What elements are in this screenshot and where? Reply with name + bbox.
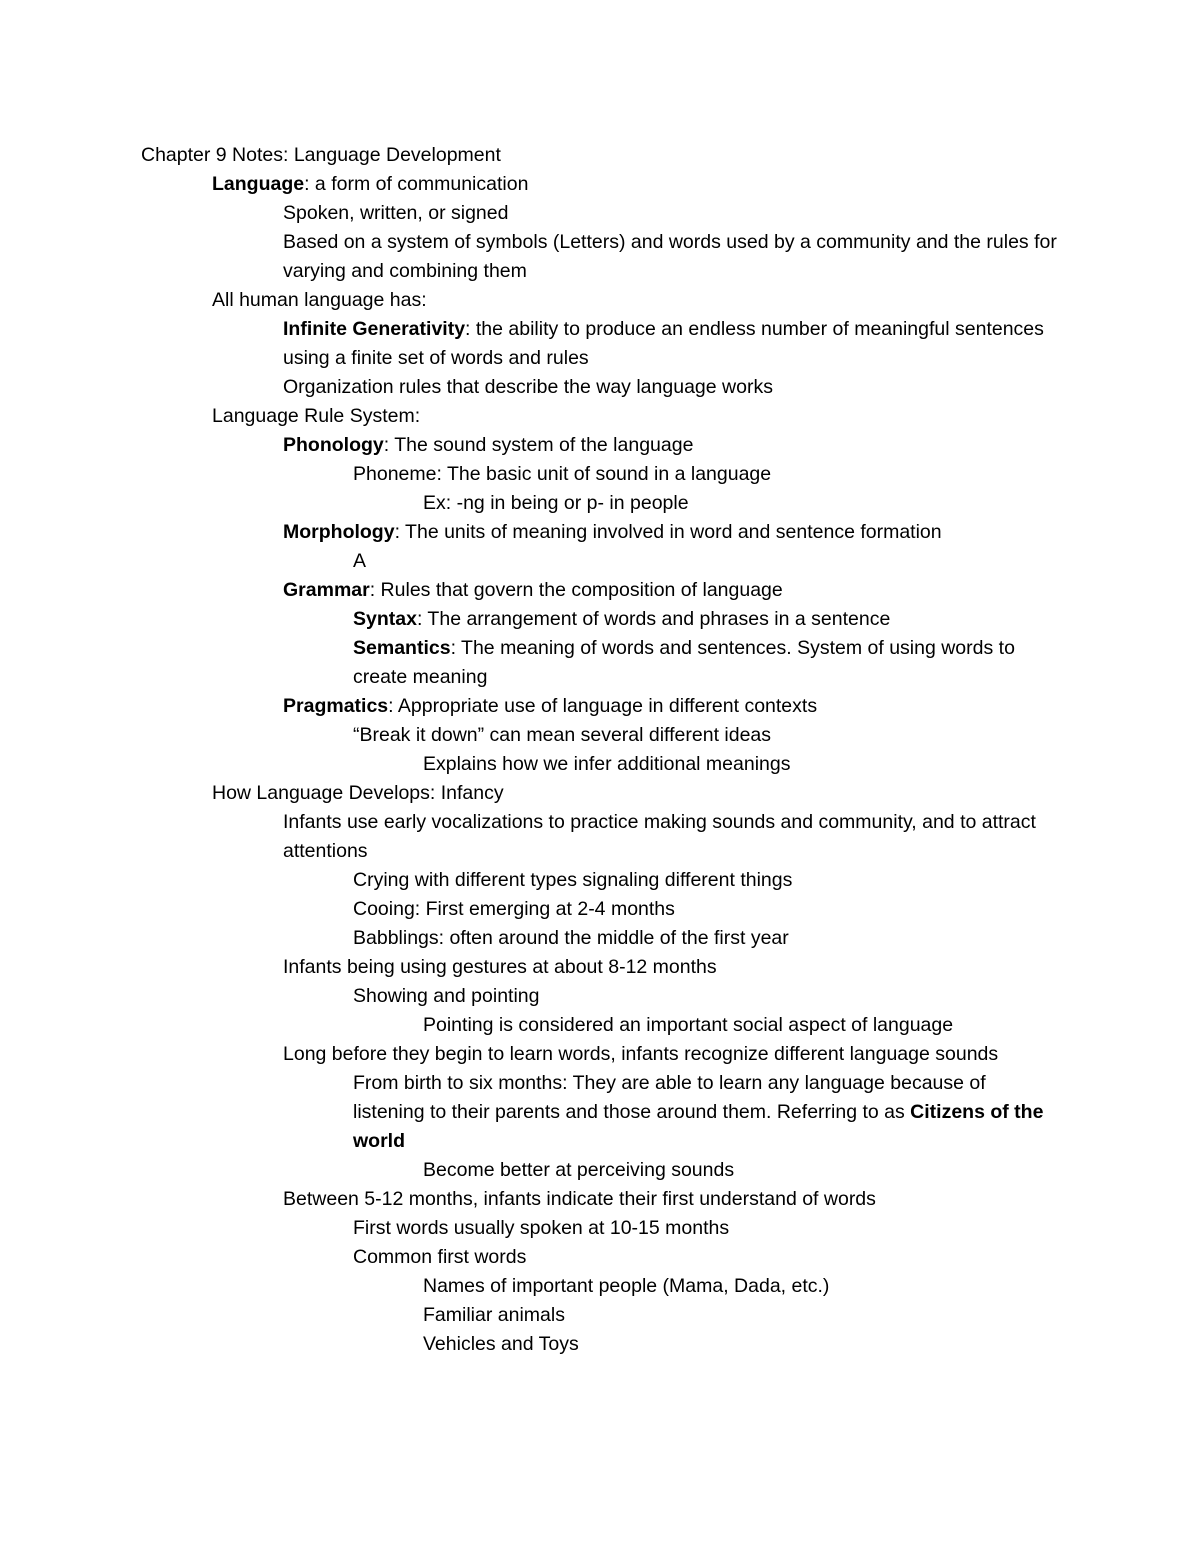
item-body-text: All human language has: [212,289,427,311]
outline-item-level-2 [0,692,1200,721]
item-body-text: Based on a system of symbols (Letters) and words used by a community and the rules for varying and combining them [283,231,1057,282]
outline-item-level-4 [0,750,1200,779]
outline-item-text [283,431,1063,460]
outline-item-level-2 [0,808,1200,866]
item-body-text: : The sound system of the language [383,434,694,456]
outline-item-level-3 [0,866,1200,895]
outline-item-text [353,634,1053,692]
item-body-text: “Break it down” can mean several different ideas [353,724,772,746]
item-body-text: First words usually spoken at 10-15 months [353,1217,730,1239]
outline-item-level-2 [0,518,1200,547]
outline-item-text [353,547,1053,576]
outline-item-text [353,460,1053,489]
outline-item-level-3 [0,634,1200,692]
outline-item-text [212,170,1062,199]
outline-item-text [283,228,1063,286]
item-body-text: Phoneme: The basic unit of sound in a language [353,463,772,485]
outline-item-level-3 [0,895,1200,924]
outline-item-text [353,605,1053,634]
outline-item-text [283,808,1063,866]
item-body-text: : The units of meaning involved in word and sentence formation [394,521,942,543]
item-body-text: Between 5-12 months, infants indicate their first understand of words [283,1188,876,1210]
item-body-text: Organization rules that describe the way language works [283,376,773,398]
item-body-text: Infants use early vocalizations to practice making sounds and community, and to attract attentions [283,811,1036,862]
item-body-text: Spoken, written, or signed [283,202,509,224]
outline-item-text [283,315,1063,373]
item-body-text: Familiar animals [423,1304,565,1326]
item-body-text: From birth to six months: They are able to learn any language because of listening to their parents and those around them. Referring to as [353,1072,986,1123]
outline-item-level-2 [0,1185,1200,1214]
outline-item-level-1 [0,286,1200,315]
item-body-text: Pointing is considered an important social aspect of language [423,1014,954,1036]
outline-item-text [283,1040,1063,1069]
item-body-text: Vehicles and Toys [423,1333,579,1355]
item-body-text: : a form of communication [304,173,529,195]
item-body-text: Cooing: First emerging at 2-4 months [353,898,675,920]
outline-item-level-4 [0,489,1200,518]
outline-item-text [353,721,1053,750]
outline-item-level-2 [0,228,1200,286]
bold-term: Pragmatics [283,695,389,717]
outline-item-level-3 [0,547,1200,576]
item-body-text: : the ability to produce an endless number of meaningful sentences using a finite set of words and rules [283,318,1044,369]
outline-item-level-3 [0,605,1200,634]
item-body-text: Infants being using gestures at about 8-12 months [283,956,717,978]
outline-item-text [353,1243,1053,1272]
outline-item-text [283,953,1063,982]
outline-item-text [353,1214,1053,1243]
item-body-text: A [353,550,367,572]
outline-item-level-1 [0,170,1200,199]
item-body-text: Showing and pointing [353,985,540,1007]
outline-item-level-2 [0,1040,1200,1069]
outline-item-level-2 [0,199,1200,228]
outline-item-text [423,1011,1063,1040]
outline-item-text [423,1272,1063,1301]
item-body-text: Language Rule System: [212,405,421,427]
outline-item-text [353,982,1053,1011]
item-body-text: Explains how we infer additional meanings [423,753,791,775]
outline-item-level-3 [0,1069,1200,1156]
document-title: Chapter 9 Notes: Language Development [141,144,501,166]
outline-item-text [423,1301,1063,1330]
outline-item-level-2 [0,576,1200,605]
outline-item-level-2 [0,373,1200,402]
item-body-text: How Language Develops: Infancy [212,782,504,804]
outline-item-level-2 [0,953,1200,982]
notes-outline [0,170,1200,1359]
item-body-text: Long before they begin to learn words, infants recognize different language sounds [283,1043,999,1065]
outline-item-text [212,779,1062,808]
outline-item-level-3 [0,924,1200,953]
outline-item-text [353,1069,1053,1156]
item-body-text: Names of important people (Mama, Dada, etc.) [423,1275,830,1297]
outline-item-text [353,866,1053,895]
item-body-text: Babblings: often around the middle of the first year [353,927,789,949]
outline-item-level-4 [0,1156,1200,1185]
outline-item-level-4 [0,1272,1200,1301]
outline-item-text [283,692,1063,721]
outline-item-text [353,924,1053,953]
item-body-text: Become better at perceiving sounds [423,1159,735,1181]
outline-item-text [212,402,1062,431]
outline-item-level-3 [0,982,1200,1011]
item-body-text: : The arrangement of words and phrases in a sentence [416,608,891,630]
outline-item-text [283,373,1063,402]
outline-item-level-3 [0,721,1200,750]
item-body-text: : Rules that govern the composition of language [369,579,783,601]
item-body-text: : The meaning of words and sentences. System of using words to create meaning [353,637,1015,688]
outline-item-text [423,750,1063,779]
outline-item-text [283,518,1063,547]
item-body-text: : Appropriate use of language in different contexts [388,695,818,717]
bold-term: Morphology [283,521,395,543]
outline-item-level-3 [0,460,1200,489]
item-body-text: Crying with different types signaling different things [353,869,793,891]
bold-term: Citizens of the world [353,1101,1044,1152]
outline-item-text [283,576,1063,605]
outline-item-level-4 [0,1330,1200,1359]
bold-term: Grammar [283,579,370,601]
outline-item-text [353,895,1053,924]
outline-item-text [212,286,1062,315]
bold-term: Syntax [353,608,417,630]
bold-term: Semantics [353,637,451,659]
outline-item-text [423,1156,1063,1185]
outline-item-text [283,1185,1063,1214]
item-body-text: Ex: -ng in being or p- in people [423,492,689,514]
outline-item-text [423,489,1063,518]
bold-term: Phonology [283,434,384,456]
outline-item-level-2 [0,315,1200,373]
bold-term: Language [212,173,305,195]
item-body-text: Common first words [353,1246,527,1268]
outline-item-level-3 [0,1243,1200,1272]
outline-item-level-3 [0,1214,1200,1243]
outline-item-level-4 [0,1301,1200,1330]
outline-item-level-4 [0,1011,1200,1040]
outline-item-text [283,199,1063,228]
outline-item-level-1 [0,779,1200,808]
outline-item-text [423,1330,1063,1359]
outline-item-level-1 [0,402,1200,431]
outline-item-level-2 [0,431,1200,460]
bold-term: Infinite Generativity [283,318,466,340]
